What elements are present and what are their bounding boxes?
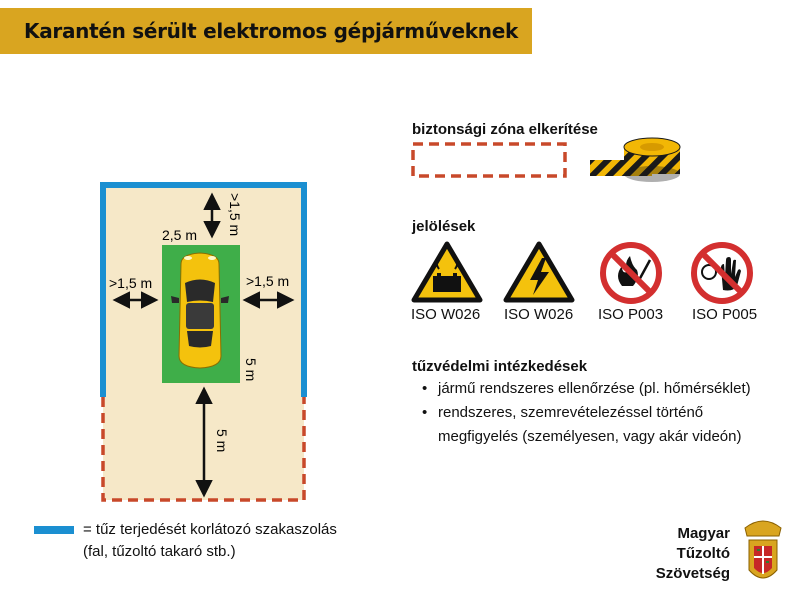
- electricity-warning-icon: [506, 244, 572, 300]
- dim-bottom-label: 5 m: [214, 429, 230, 453]
- safety-zone-title: biztonsági zóna elkerítése: [412, 121, 598, 138]
- dim-top-label: >1,5 m: [227, 193, 243, 237]
- legend-line-2: (fal, tűzoltó takaró stb.): [83, 543, 236, 560]
- sign-label-1: ISO W026: [411, 306, 481, 323]
- fire-association-logo-icon: [745, 521, 781, 578]
- page-title: Karantén sérült elektromos gépjárműveknek: [24, 19, 518, 43]
- fire-measures-title: tűzvédelmi intézkedések: [412, 358, 588, 375]
- dim-car-length-label: 5 m: [243, 358, 259, 382]
- dim-right-label: >1,5 m: [246, 273, 290, 289]
- dim-left-label: >1,5 m: [109, 275, 153, 291]
- sign-label-3: ISO P003: [598, 306, 664, 323]
- logo-text: [656, 524, 730, 584]
- dashed-cordon-icon: [413, 144, 565, 176]
- no-water-extinguishing-icon: [694, 245, 750, 301]
- legend-wall-swatch: [34, 526, 74, 534]
- fire-measures-list: [422, 377, 751, 449]
- barrier-tape-roll-icon: [590, 138, 680, 182]
- list-item: • jármű rendszeres ellenőrzése (pl. hőmérséklet): [422, 377, 751, 401]
- markings-title: jelölések: [412, 218, 476, 235]
- no-open-flame-icon: [603, 245, 659, 301]
- logo-line-3: Szövetség: [655, 565, 730, 582]
- list-item-continuation: megfigyelés (személyesen, vagy akár videón): [438, 428, 742, 445]
- legend-line-1: = tűz terjedését korlátozó szakaszolás: [83, 521, 337, 538]
- sign-label-2: ISO W026: [504, 306, 574, 323]
- logo-line-1: Magyar: [677, 525, 730, 542]
- legend-text: [83, 519, 337, 563]
- dim-width-label: 2,5 m: [162, 227, 198, 243]
- list-item: • rendszeres, szemrevételezéssel történő: [422, 401, 751, 425]
- logo-line-2: Tűzoltó: [676, 545, 730, 562]
- sign-label-4: ISO P005: [692, 306, 758, 323]
- battery-warning-icon: [414, 244, 480, 300]
